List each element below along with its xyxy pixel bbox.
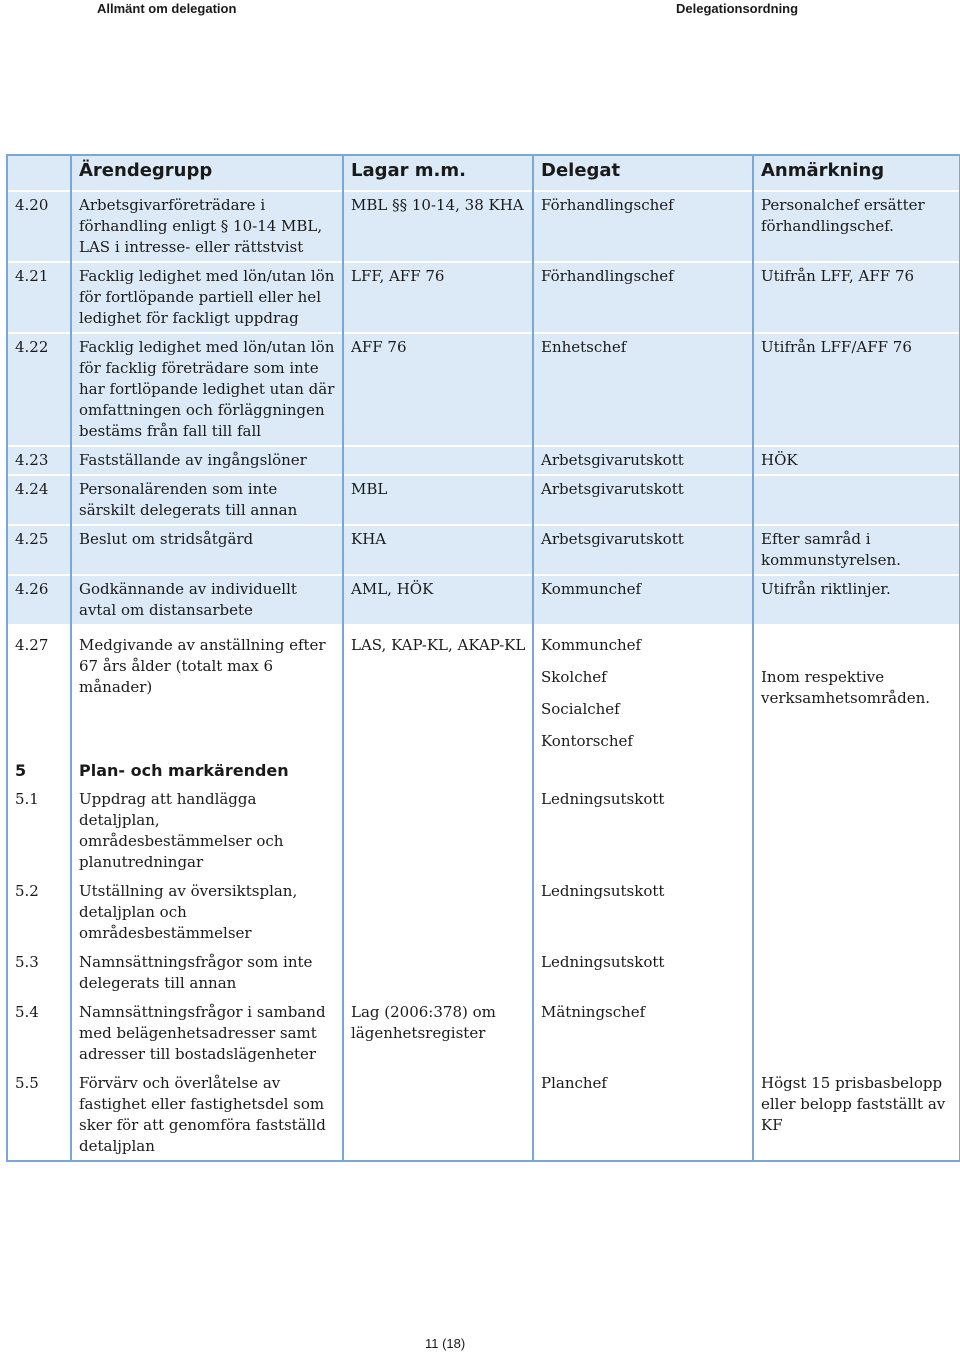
row-anmarkning: Högst 15 prisbasbelopp eller belopp fastställt av KF [753,1069,960,1161]
row-delegat: Förhandlingschef [533,262,753,333]
delegation-table [6,154,960,1162]
section-title: Plan- och markärenden [71,756,343,785]
row-arende: Uppdrag att handlägga detaljplan, områdesbestämmelser och planutredningar [71,785,343,877]
row-delegat: Ledningsutskott [533,948,753,998]
row-arende: Medgivande av anställning efter 67 års ålder (totalt max 6 månader) [71,625,343,756]
row-delegat: Arbetsgivarutskott [533,525,753,575]
row-number: 5.1 [7,785,71,877]
delegat-item: Skolchef [541,668,607,686]
table-row [7,475,960,525]
row-delegat: Ledningsutskott [533,877,753,948]
row-delegat-list [533,625,753,756]
table-row [7,785,960,877]
delegat-item: Kommunchef [541,636,642,654]
table-row [7,1069,960,1161]
row-anmarkning [753,475,960,525]
delegat-item: Socialchef [541,700,620,718]
row-lagar: AML, HÖK [343,575,533,625]
section-number: 5 [7,756,71,785]
row-delegat: Ledningsutskott [533,785,753,877]
row-number: 4.20 [7,191,71,262]
row-arende: Namnsättningsfrågor som inte delegerats till annan [71,948,343,998]
empty-cell [753,756,960,785]
row-anmarkning: HÖK [753,446,960,475]
section-heading-row [7,756,960,785]
row-number: 5.4 [7,998,71,1069]
table-row [7,877,960,948]
row-number: 4.23 [7,446,71,475]
row-number: 4.27 [7,625,71,756]
row-arende: Godkännande av individuellt avtal om distansarbete [71,575,343,625]
row-delegat: Arbetsgivarutskott [533,446,753,475]
row-delegat: Arbetsgivarutskott [533,475,753,525]
row-lagar: LAS, KAP-KL, AKAP-KL [343,625,533,756]
header-left: Allmänt om delegation [97,1,237,16]
header-right: Delegationsordning [676,1,799,16]
row-arende: Utställning av översiktsplan, detaljplan och områdesbestämmelser [71,877,343,948]
row-arende: Förvärv och överlåtelse av fastighet eller fastighetsdel som sker för att genomföra fastställd detaljplan [71,1069,343,1161]
row-lagar: Lag (2006:378) om lägenhetsregister [343,998,533,1069]
row-anmarkning [753,877,960,948]
row-anmarkning [753,948,960,998]
col-header-lagar: Lagar m.m. [343,155,533,191]
row-number: 4.26 [7,575,71,625]
row-lagar [343,785,533,877]
row-lagar [343,1069,533,1161]
row-number: 5.2 [7,877,71,948]
row-lagar [343,877,533,948]
table-row [7,191,960,262]
row-delegat: Kommunchef [533,575,753,625]
page-number: 11 (18) [425,1336,466,1351]
row-anmarkning [753,785,960,877]
col-header-arende: Ärendegrupp [71,155,343,191]
row-number: 4.24 [7,475,71,525]
row-delegat: Mätningschef [533,998,753,1069]
empty-cell [343,756,533,785]
row-lagar: KHA [343,525,533,575]
row-anmarkning: Efter samråd i kommunstyrelsen. [753,525,960,575]
row-number: 4.22 [7,333,71,446]
row-arende: Personalärenden som inte särskilt delegerats till annan [71,475,343,525]
table-row [7,948,960,998]
table-row [7,262,960,333]
row-anmarkning: Utifrån LFF/AFF 76 [753,333,960,446]
row-number: 5.5 [7,1069,71,1161]
row-anmarkning [753,998,960,1069]
row-arende: Facklig ledighet med lön/utan lön för facklig företrädare som inte har fortlöpande ledighet utan där omfattningen och förläggningen bestäms från fall till fall [71,333,343,446]
row-arende: Arbetsgivarföreträdare i förhandling enligt § 10-14 MBL, LAS i intresse- eller rättstvist [71,191,343,262]
row-number: 4.21 [7,262,71,333]
table-row [7,625,960,756]
row-number: 5.3 [7,948,71,998]
row-arende: Facklig ledighet med lön/utan lön för fortlöpande partiell eller hel ledighet för fackligt uppdrag [71,262,343,333]
table-row [7,333,960,446]
table-row [7,998,960,1069]
row-anmarkning: Personalchef ersätter förhandlingschef. [753,191,960,262]
row-lagar [343,948,533,998]
table-row [7,446,960,475]
row-lagar: MBL [343,475,533,525]
row-delegat: Enhetschef [533,333,753,446]
table-row [7,575,960,625]
row-lagar: AFF 76 [343,333,533,446]
row-anmarkning: Utifrån LFF, AFF 76 [753,262,960,333]
row-lagar: MBL §§ 10-14, 38 KHA [343,191,533,262]
table-row [7,525,960,575]
table-header-row [7,155,960,191]
page-header [0,0,960,20]
row-anmarkning: Inom respektive verksamhetsområden. [753,625,960,756]
row-arende: Namnsättningsfrågor i samband med belägenhetsadresser samt adresser till bostadslägenheter [71,998,343,1069]
row-delegat: Planchef [533,1069,753,1161]
row-number: 4.25 [7,525,71,575]
col-header-delegat: Delegat [533,155,753,191]
row-anmarkning: Utifrån riktlinjer. [753,575,960,625]
row-lagar: LFF, AFF 76 [343,262,533,333]
empty-cell [533,756,753,785]
row-arende: Beslut om stridsåtgärd [71,525,343,575]
delegat-item: Kontorschef [541,732,633,750]
row-lagar [343,446,533,475]
row-delegat: Förhandlingschef [533,191,753,262]
row-arende: Fastställande av ingångslöner [71,446,343,475]
col-header-anmarkning: Anmärkning [753,155,960,191]
header-num-cell [7,155,71,191]
